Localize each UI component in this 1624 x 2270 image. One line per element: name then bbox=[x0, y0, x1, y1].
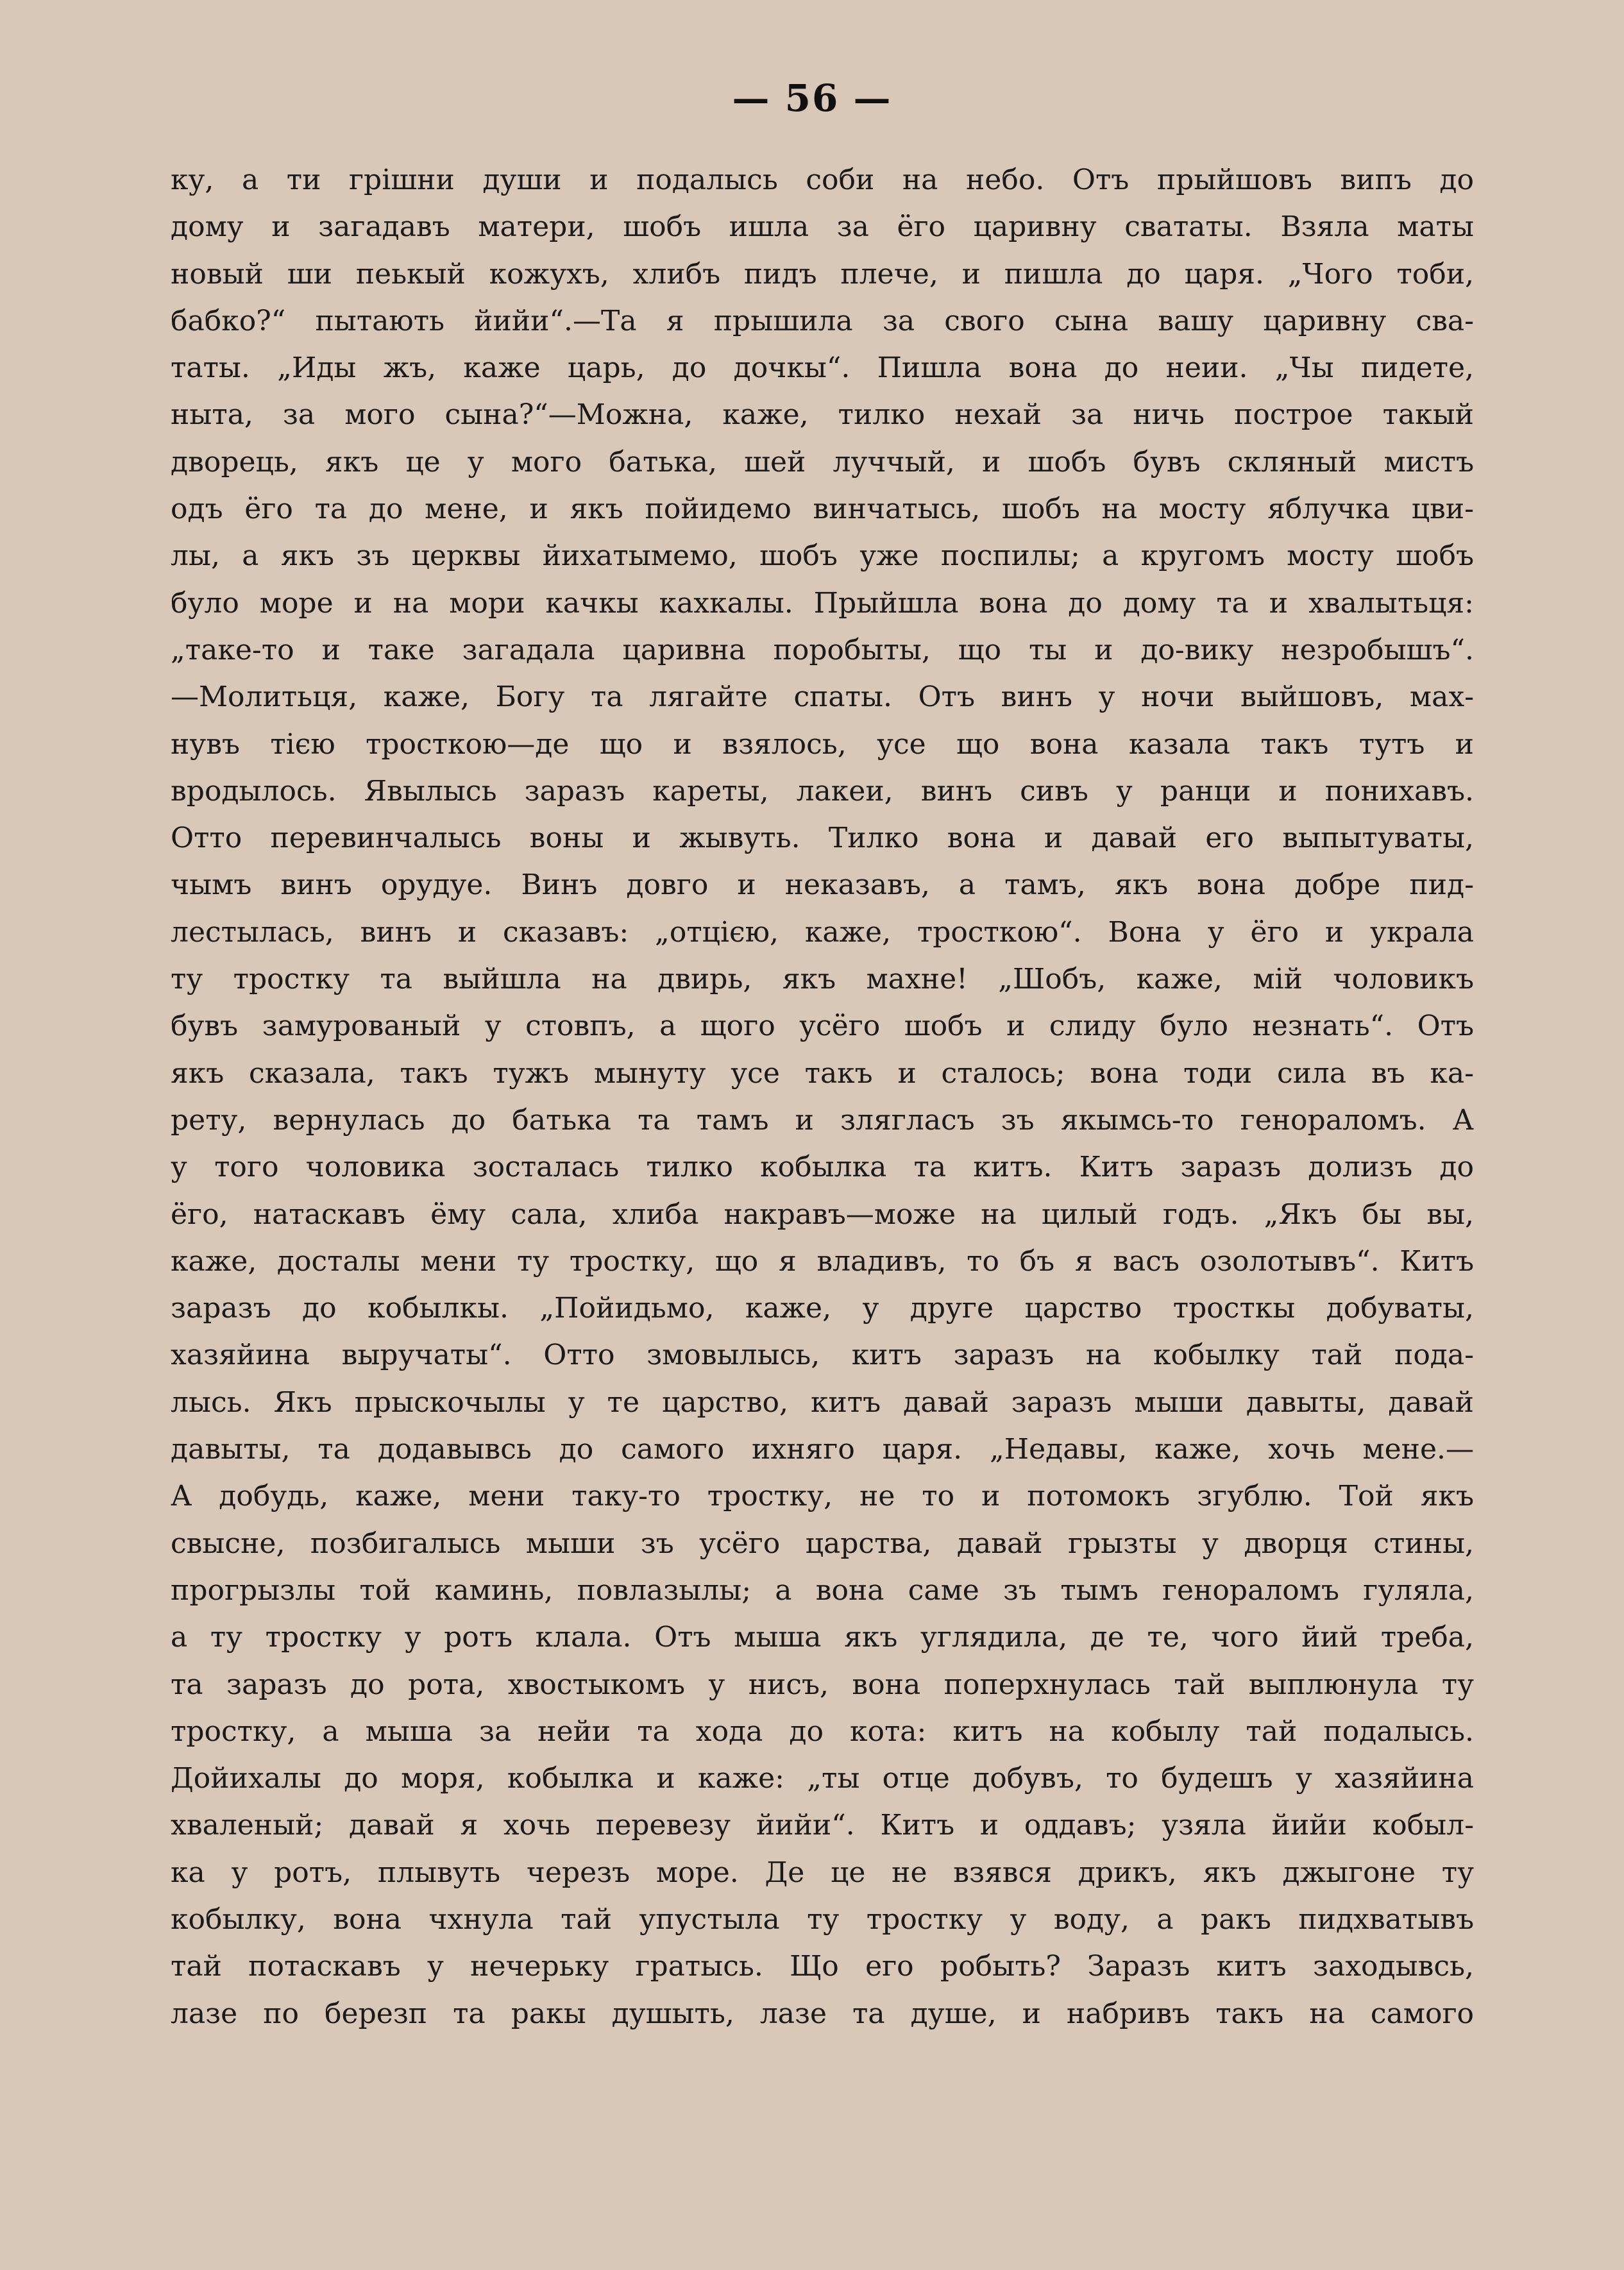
text-line: чымъ винъ орудуе. Винъ довго и неказавъ, а тамъ, якъ вона добре пид- bbox=[171, 868, 1474, 902]
text-line: —Молитьця, каже, Богу та лягайте спаты. Отъ винъ у ночи выйшовъ, мах- bbox=[171, 681, 1474, 714]
text-line: бабко?“ пытають йийи“.—Та я прышила за свого сына вашу царивну сва- bbox=[171, 304, 1474, 337]
text-line: ка у ротъ, плывуть черезъ море. Де це не взявся дрикъ, якъ джыгоне ту bbox=[171, 1856, 1474, 1889]
text-line: дворець, якъ це у мого батька, шей луччый, и шобъ бувъ скляный мистъ bbox=[171, 445, 1474, 479]
text-line: хваленый; давай я хочь перевезу йийи“. Китъ и оддавъ; узяла йийи кобыл- bbox=[171, 1809, 1474, 1842]
text-line: лысь. Якъ прыскочылы у те царство, китъ давай заразъ мыши давыты, давай bbox=[171, 1385, 1474, 1419]
text-line: прогрызлы той каминь, повлазылы; а вона саме зъ тымъ генораломъ гуляла, bbox=[171, 1573, 1474, 1607]
text-line: було море и на мори качкы кахкалы. Прыйшла вона до дому та и хвалытьця: bbox=[171, 586, 1474, 620]
text-line: а ту тростку у ротъ клала. Отъ мыша якъ углядила, де те, чого йий треба, bbox=[171, 1621, 1474, 1654]
text-line: дому и загадавъ матери, шобъ ишла за ёго царивну свататы. Взяла маты bbox=[171, 210, 1474, 244]
text-line: рету, вернулась до батька та тамъ и злягласъ зъ якымсь-то генораломъ. А bbox=[171, 1103, 1474, 1137]
text-line: новый ши пеькый кожухъ, хлибъ пидъ плече, и пишла до царя. „Чого тоби, bbox=[171, 257, 1474, 291]
text-line: Отто перевинчалысь воны и жывуть. Тилко вона и давай его выпытуваты, bbox=[171, 822, 1474, 855]
text-line: хазяйина выручаты“. Отто змовылысь, китъ заразъ на кобылку тай пода- bbox=[171, 1339, 1474, 1372]
text-line: та заразъ до рота, хвостыкомъ у нисъ, вона поперхнулась тай выплюнула ту bbox=[171, 1668, 1474, 1701]
text-line: каже, досталы мени ту тростку, що я владивъ, то бъ я васъ озолотывъ“. Китъ bbox=[171, 1244, 1474, 1278]
text-line: бувъ замурованый у стовпъ, а щого усёго шобъ и слиду було незнать“. Отъ bbox=[171, 1010, 1474, 1043]
text-line: заразъ до кобылкы. „Пойидьмо, каже, у друге царство тросткы добуваты, bbox=[171, 1292, 1474, 1325]
text-line: лестылась, винъ и сказавъ: „отцією, каже, тросткою“. Вона у ёго и украла bbox=[171, 915, 1474, 949]
text-line: лы, а якъ зъ церквы йихатымемо, шобъ уже поспилы; а кругомъ мосту шобъ bbox=[171, 539, 1474, 573]
text-line: ёго, натаскавъ ёму сала, хлиба накравъ—може на цилый годъ. „Якъ бы вы, bbox=[171, 1198, 1474, 1231]
text-line: ту тростку та выйшла на двирь, якъ махне! „Шобъ, каже, мій чоловикъ bbox=[171, 963, 1474, 996]
text-line: таты. „Иды жъ, каже царь, до дочкы“. Пишла вона до неии. „Чы пидете, bbox=[171, 352, 1474, 385]
text-line: свысне, позбигалысь мыши зъ усёго царства, давай грызты у дворця стины, bbox=[171, 1527, 1474, 1560]
text-line: тай потаскавъ у нечерьку гратысь. Що его робыть? Заразъ китъ заходывсь, bbox=[171, 1950, 1474, 1983]
text-line: тростку, а мыша за нейи та хода до кота: китъ на кобылу тай подалысь. bbox=[171, 1715, 1474, 1748]
text-line: А добудь, каже, мени таку-то тростку, не то и потомокъ згублю. Той якъ bbox=[171, 1480, 1474, 1513]
page-number: — 56 — bbox=[732, 76, 892, 120]
text-line: вродылось. Явылысь заразъ кареты, лакеи, винъ сивъ у ранци и понихавъ. bbox=[171, 774, 1474, 808]
text-line: у того чоловика зосталась тилко кобылка та китъ. Китъ заразъ долизъ до bbox=[171, 1151, 1474, 1184]
body-text bbox=[171, 157, 1474, 2037]
text-line: ныта, за мого сына?“—Можна, каже, тилко нехай за ничь построе такый bbox=[171, 398, 1474, 432]
text-line: одъ ёго та до мене, и якъ пойидемо винчатысь, шобъ на мосту яблучка цви- bbox=[171, 493, 1474, 526]
text-line: Дойихалы до моря, кобылка и каже: „ты отце добувъ, то будешъ у хазяйина bbox=[171, 1762, 1474, 1795]
text-line: „таке-то и таке загадала царивна поробыты, що ты и до-вику незробышъ“. bbox=[171, 633, 1474, 666]
text-line: кобылку, вона чхнула тай упустыла ту тростку у воду, а ракъ пидхватывъ bbox=[171, 1902, 1474, 1936]
text-line: якъ сказала, такъ тужъ мынуту усе такъ и сталось; вона тоди сила въ ка- bbox=[171, 1056, 1474, 1090]
text-line: лазе по березп та ракы душыть, лазе та душе, и набривъ такъ на самого bbox=[171, 1997, 1474, 2030]
text-line: давыты, та додавывсь до самого ихняго царя. „Недавы, каже, хочь мене.— bbox=[171, 1433, 1474, 1466]
text-line: ку, а ти грішни души и подалысь соби на небо. Отъ прыйшовъ випъ до bbox=[171, 164, 1474, 196]
text-line: нувъ тією тросткою—де що и взялось, усе що вона казала такъ тутъ и bbox=[171, 727, 1474, 761]
